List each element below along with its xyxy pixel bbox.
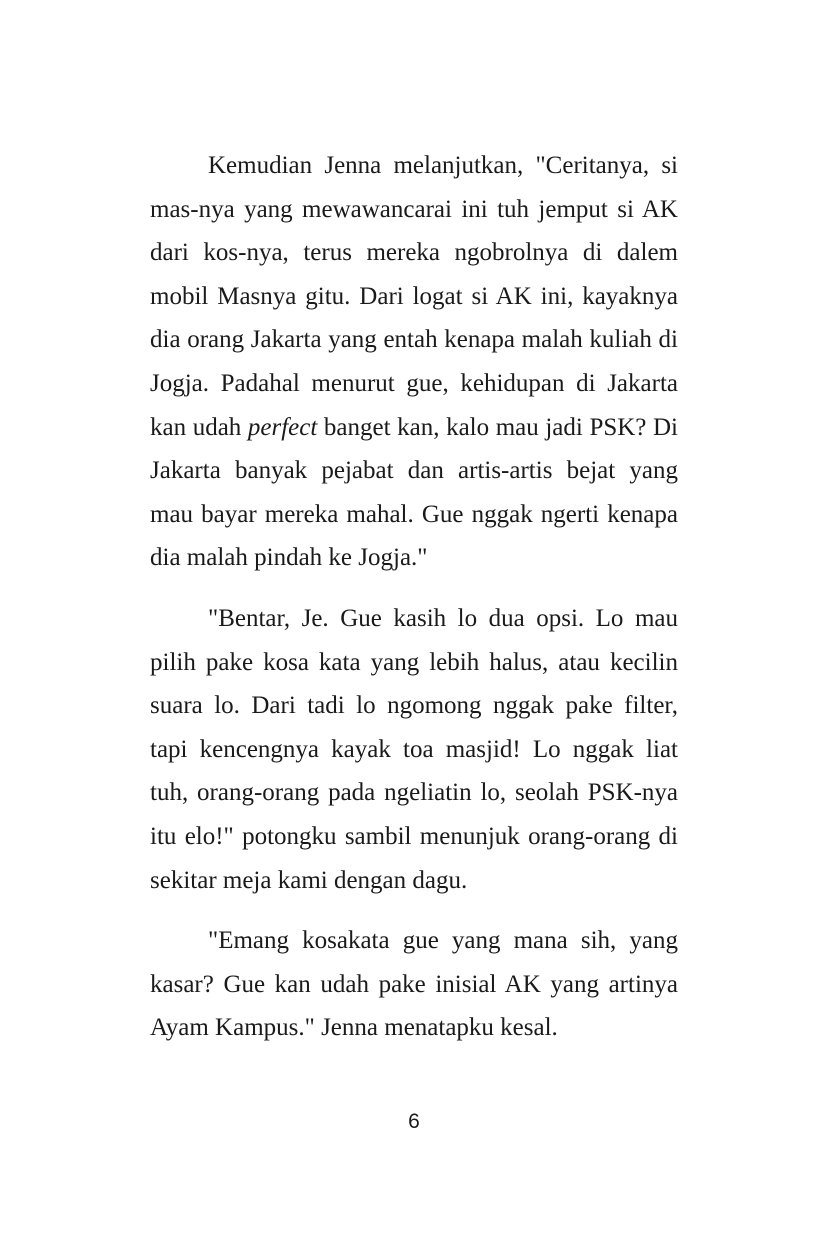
paragraph-1-after: banget kan, kalo mau jadi PSK? Di Jakarta banyak pejabat dan artis-artis bejat yang mau bayar mereka mahal. Gue nggak ngerti kenapa dia malah pindah ke Jogja." — [150, 413, 678, 572]
body-text — [150, 144, 678, 1067]
paragraph-2: "Bentar, Je. Gue kasih lo dua opsi. Lo mau pilih pake kosa kata yang lebih halus, atau kecilin suara lo. Dari tadi lo ngomong nggak pake filter, tapi kencengnya kayak toa masjid! Lo nggak liat tuh, orang-orang pada ngeliatin lo, seolah PSK-nya itu elo!" potongku sambil menunjuk orang-orang di sekitar meja kami dengan dagu. — [150, 604, 678, 894]
italic-word: perfect — [247, 413, 318, 441]
paragraph-1 — [150, 144, 678, 580]
page-number: 6 — [408, 1110, 420, 1133]
paragraph-3: "Emang kosakata gue yang mana sih, yang kasar? Gue kan udah pake inisial AK yang artinya Ayam Kampus." Jenna menatapku kesal. — [150, 927, 678, 1042]
paragraph-1-before: Kemudian Jenna melanjutkan, "Ceritanya, si mas-nya yang mewawancarai ini tuh jemput si AK dari kos-nya, terus mereka ngobrolnya di dalem mobil Masnya gitu. Dari logat si AK ini, kayaknya dia orang Jakarta yang entah kenapa malah kuliah di Jogja. Padahal menurut gue, kehidupan di Jakarta kan udah — [150, 152, 678, 441]
